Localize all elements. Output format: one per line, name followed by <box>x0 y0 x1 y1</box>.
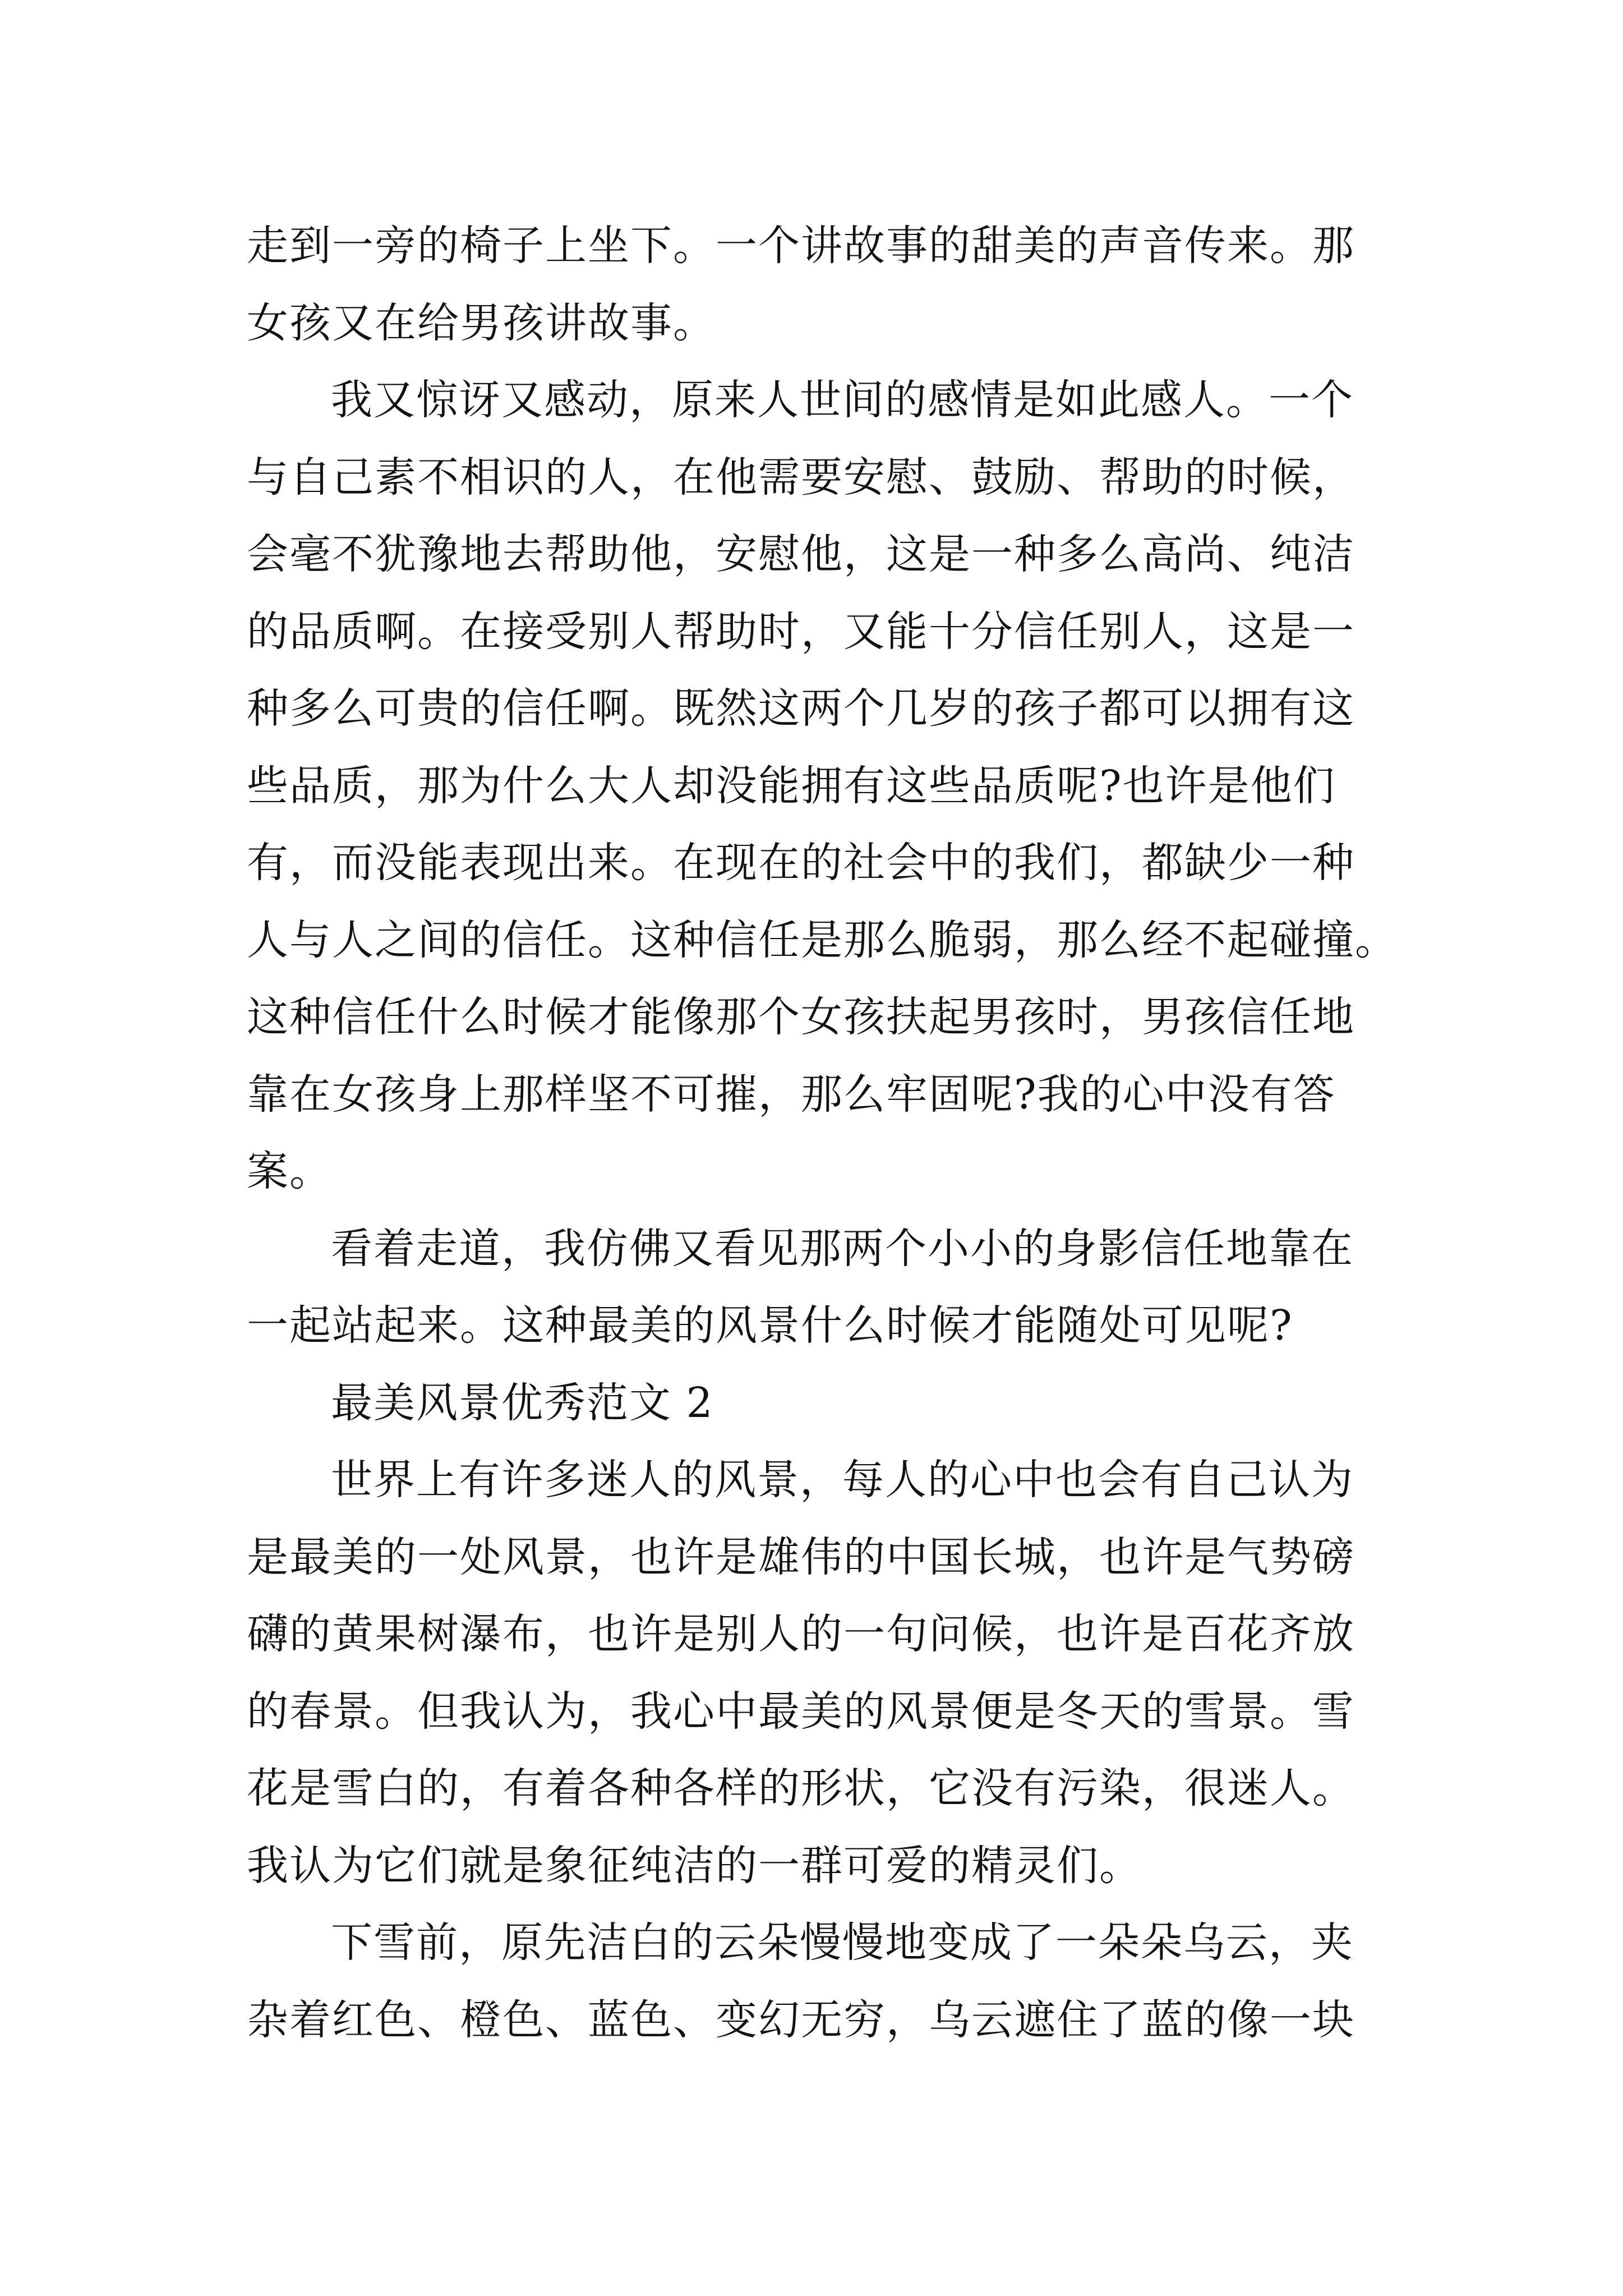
paragraph-first-line: 看着走道，我仿佛又看见那两个小小的身影信任地靠在 <box>331 1225 1354 1273</box>
text-line: 礴的黄果树瀑布，也许是别人的一句问候，也许是百花齐放 <box>247 1610 1355 1658</box>
text-line: 些品质，那为什么大人却没能拥有这些品质呢?也许是他们 <box>247 762 1336 810</box>
text-line: 案。 <box>247 1147 332 1195</box>
paragraph-first-line: 下雪前，原先洁白的云朵慢慢地变成了一朵朵乌云，夹 <box>331 1918 1354 1967</box>
text-line: 一起站起来。这种最美的风景什么时候才能随处可见呢? <box>247 1301 1293 1350</box>
text-line: 是最美的一处风景，也许是雄伟的中国长城，也许是气势磅 <box>247 1533 1355 1581</box>
text-line: 人与人之间的信任。这种信任是那么脆弱，那么经不起碰撞。 <box>247 916 1398 964</box>
text-line: 有，而没能表现出来。在现在的社会中的我们，都缺少一种 <box>247 839 1355 887</box>
text-line: 花是雪白的，有着各种各样的形状，它没有污染，很迷人。 <box>247 1764 1355 1812</box>
text-line: 走到一旁的椅子上坐下。一个讲故事的甜美的声音传来。那 <box>247 222 1355 270</box>
paragraph-first-line: 世界上有许多迷人的风景，每人的心中也会有自己认为 <box>331 1456 1354 1504</box>
text-line: 的春景。但我认为，我心中最美的风景便是冬天的雪景。雪 <box>247 1687 1355 1736</box>
text-line: 这种信任什么时候才能像那个女孩扶起男孩时，男孩信任地 <box>247 993 1355 1041</box>
text-line: 与自己素不相识的人，在他需要安慰、鼓励、帮助的时候， <box>247 453 1355 501</box>
text-line: 杂着红色、橙色、蓝色、变幻无穷，乌云遮住了蓝的像一块 <box>247 1996 1355 2044</box>
text-line: 女孩又在给男孩讲故事。 <box>247 299 716 347</box>
text-line: 种多么可贵的信任啊。既然这两个几岁的孩子都可以拥有这 <box>247 684 1355 733</box>
text-line: 靠在女孩身上那样坚不可摧，那么牢固呢?我的心中没有答 <box>247 1070 1336 1119</box>
paragraph-first-line: 我又惊讶又感动，原来人世间的感情是如此感人。一个 <box>331 376 1354 424</box>
section-heading: 最美风景优秀范文 2 <box>331 1379 714 1427</box>
text-line: 我认为它们就是象征纯洁的一群可爱的精灵们。 <box>247 1842 1142 1890</box>
text-line: 的品质啊。在接受别人帮助时，又能十分信任别人，这是一 <box>247 608 1355 656</box>
text-line: 会毫不犹豫地去帮助他，安慰他，这是一种多么高尚、纯洁 <box>247 530 1355 578</box>
